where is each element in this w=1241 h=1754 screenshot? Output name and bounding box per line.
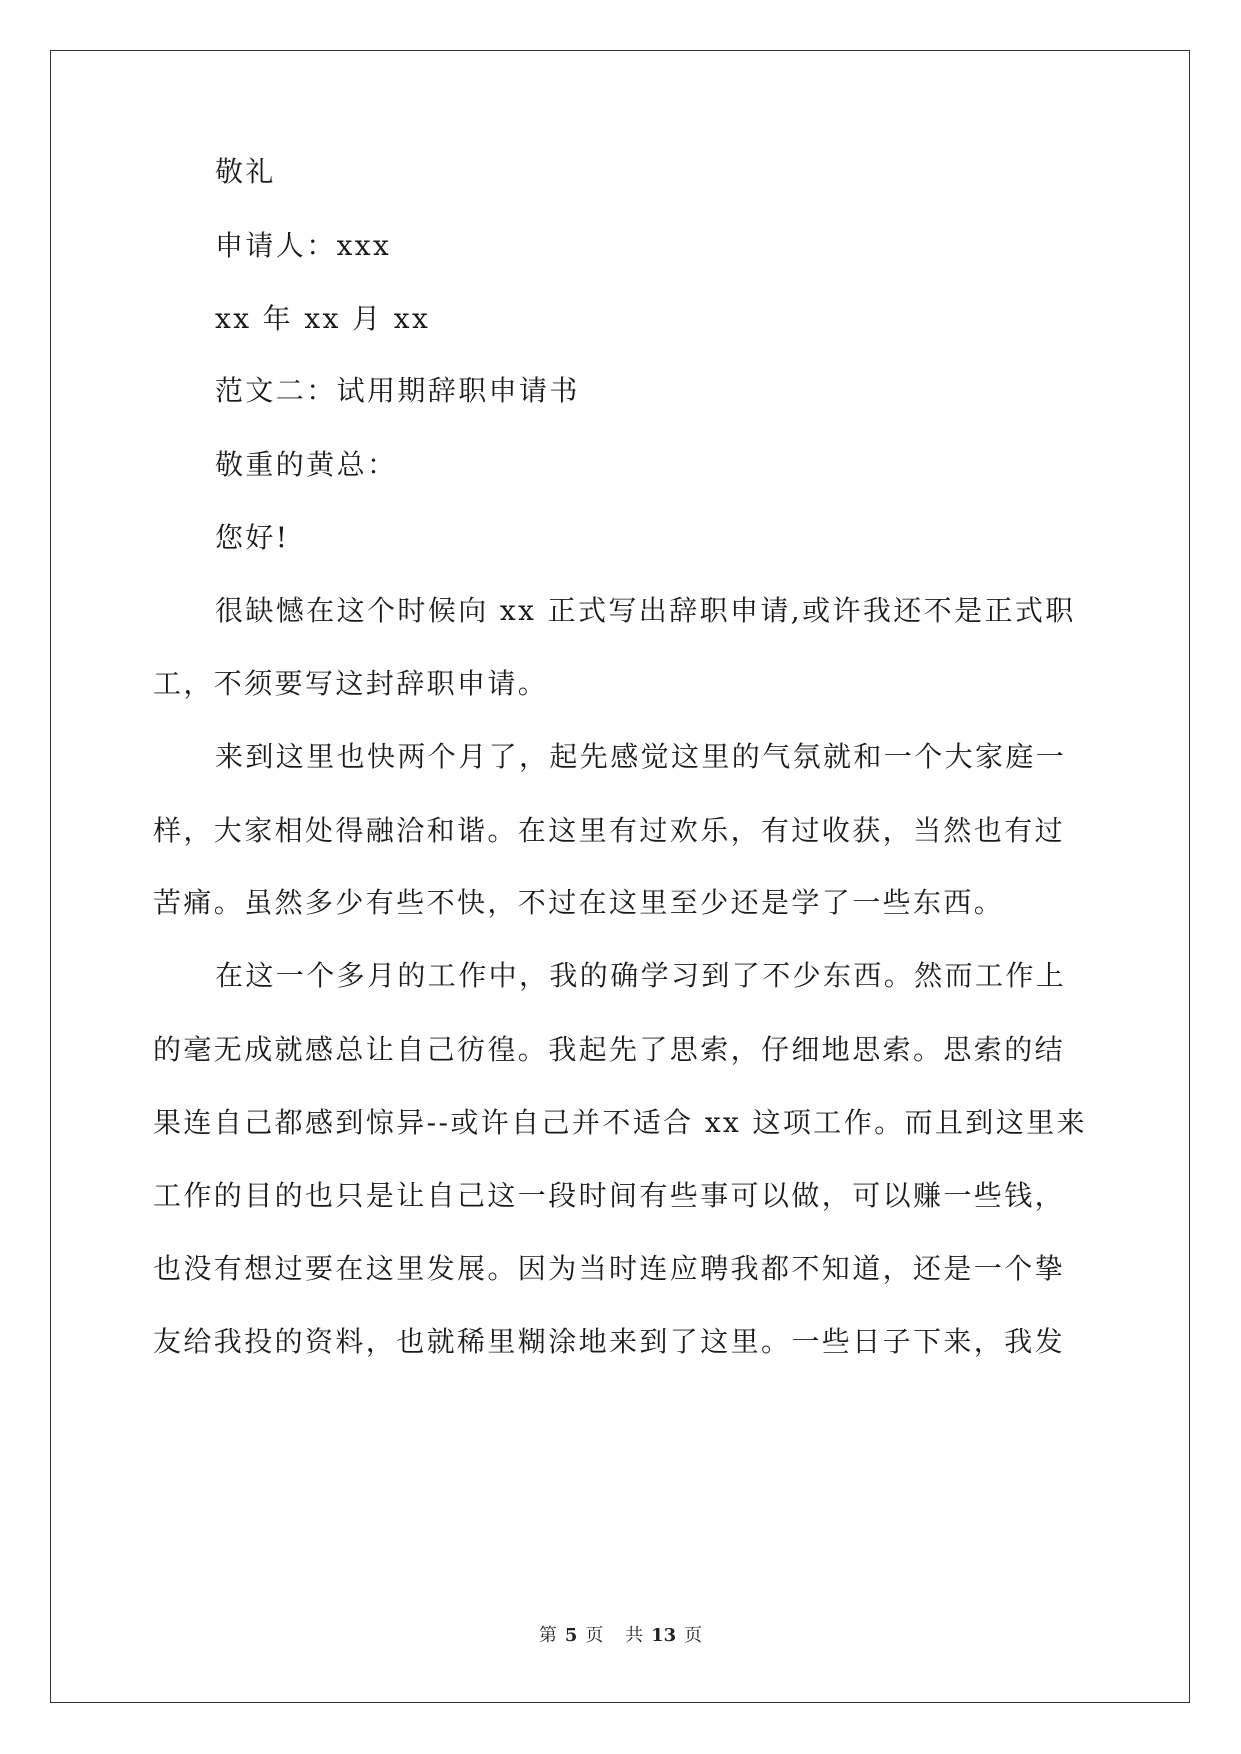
paragraph-line: 也没有想过要在这里发展。因为当时连应聘我都不知道，还是一个挚 <box>153 1252 1066 1285</box>
paragraph-line: 工作的目的也只是让自己这一段时间有些事可以做，可以赚一些钱， <box>153 1179 1066 1212</box>
paragraph-line: 样，大家相处得融洽和谐。在这里有过欢乐，有过收获，当然也有过 <box>153 814 1066 847</box>
recipient-line: 敬重的黄总： <box>215 448 398 481</box>
paragraph-line: 苦痛。虽然多少有些不快，不过在这里至少还是学了一些东西。 <box>153 886 1005 919</box>
page-border <box>50 50 1190 1703</box>
page-footer <box>0 1624 1241 1648</box>
applicant-line: 申请人：xxx <box>215 229 392 262</box>
paragraph-line: 工，不须要写这封辞职申请。 <box>153 667 549 700</box>
paragraph-line: 的毫无成就感总让自己彷徨。我起先了思索，仔细地思索。思索的结 <box>153 1033 1066 1066</box>
paragraph-line: 很缺憾在这个时候向 xx 正式写出辞职申请,或许我还不是正式职 <box>215 594 1076 627</box>
page-indicator: 第 5 页 <box>538 1625 604 1646</box>
greeting-line: 您好! <box>215 521 290 554</box>
paragraph-line: 在这一个多月的工作中，我的确学习到了不少东西。然而工作上 <box>215 959 1067 992</box>
total-pages-indicator: 共 13 页 <box>625 1625 703 1646</box>
closing-salutation: 敬礼 <box>215 155 276 188</box>
paragraph-line: 友给我投的资料，也就稀里糊涂地来到了这里。一些日子下来，我发 <box>153 1325 1066 1358</box>
date-line: xx 年 xx 月 xx <box>215 302 431 335</box>
page-number: 5 <box>564 1625 578 1646</box>
section-title: 范文二：试用期辞职申请书 <box>215 374 580 407</box>
paragraph-line: 果连自己都感到惊异--或许自己并不适合 xx 这项工作。而且到这里来 <box>153 1106 1087 1139</box>
total-pages: 13 <box>651 1625 677 1646</box>
paragraph-line: 来到这里也快两个月了，起先感觉这里的气氛就和一个大家庭一 <box>215 740 1067 773</box>
